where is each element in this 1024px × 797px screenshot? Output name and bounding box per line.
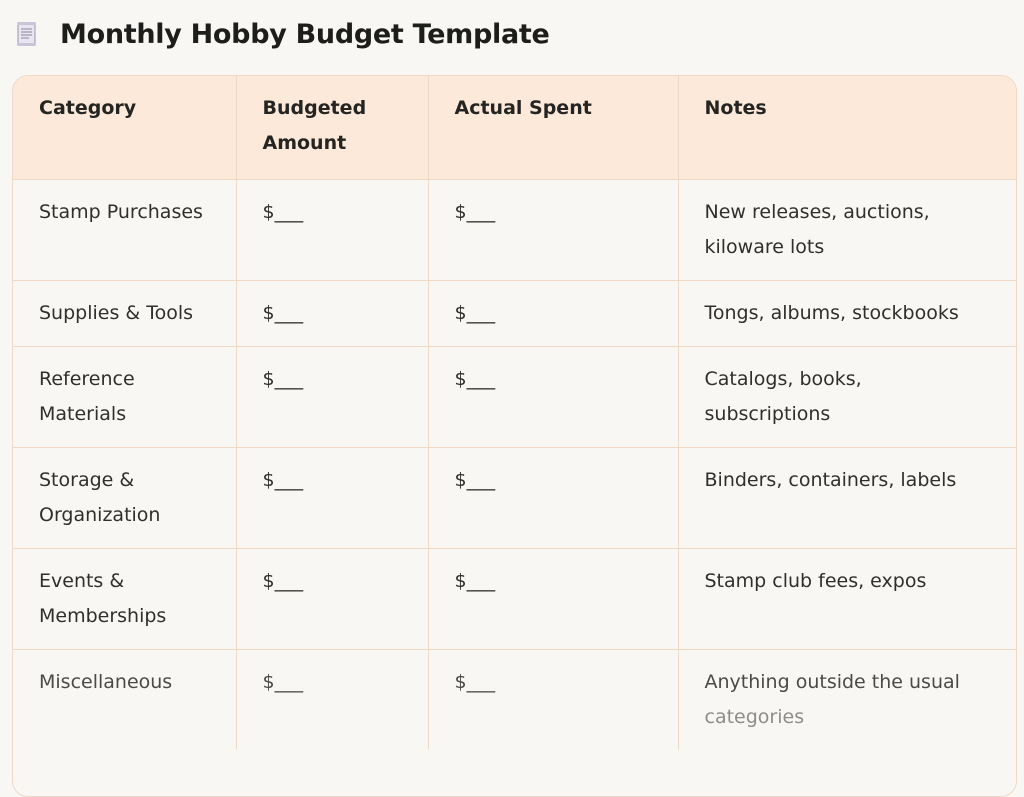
table-header-row [13, 76, 1016, 179]
table-row [13, 447, 1016, 548]
page-header [16, 14, 550, 54]
cell-notes: Stamp club fees, expos [678, 548, 1016, 649]
cell-category: Reference Materials [13, 346, 236, 447]
cell-budgeted: $___ [236, 649, 428, 750]
table-row [13, 179, 1016, 280]
table-row [13, 649, 1016, 750]
cell-actual: $___ [428, 179, 678, 280]
cell-category: Events & Memberships [13, 548, 236, 649]
header-category: Category [13, 76, 236, 179]
cell-notes-line2: categories [704, 705, 805, 728]
table-row [13, 280, 1016, 346]
cell-category: Stamp Purchases [13, 179, 236, 280]
cell-budgeted: $___ [236, 179, 428, 280]
budget-table-container [12, 75, 1017, 797]
page-title: Monthly Hobby Budget Template [60, 18, 550, 50]
cell-category: Storage & Organization [13, 447, 236, 548]
cell-budgeted: $___ [236, 280, 428, 346]
budget-table [13, 76, 1016, 750]
table-row [13, 548, 1016, 649]
cell-category: Supplies & Tools [13, 280, 236, 346]
cell-notes-line1: Anything outside the usual [704, 670, 960, 693]
cell-notes: New releases, auctions, kiloware lots [678, 179, 1016, 280]
scroll-icon [16, 21, 38, 47]
cell-notes: Catalogs, books, subscriptions [678, 346, 1016, 447]
header-actual-spent: Actual Spent [428, 76, 678, 179]
table-row [13, 346, 1016, 447]
header-notes: Notes [704, 97, 767, 119]
cell-actual: $___ [428, 280, 678, 346]
cell-category: Miscellaneous [13, 649, 236, 750]
cell-actual: $___ [428, 548, 678, 649]
cell-notes: Tongs, albums, stockbooks [678, 280, 1016, 346]
cell-actual: $___ [428, 649, 678, 750]
header-budgeted-amount: Budgeted Amount [236, 76, 428, 179]
cell-notes [678, 649, 1016, 750]
cell-actual: $___ [428, 447, 678, 548]
cell-actual: $___ [428, 346, 678, 447]
cell-budgeted: $___ [236, 548, 428, 649]
cell-notes: Binders, containers, labels [678, 447, 1016, 548]
cell-budgeted: $___ [236, 447, 428, 548]
cell-budgeted: $___ [236, 346, 428, 447]
